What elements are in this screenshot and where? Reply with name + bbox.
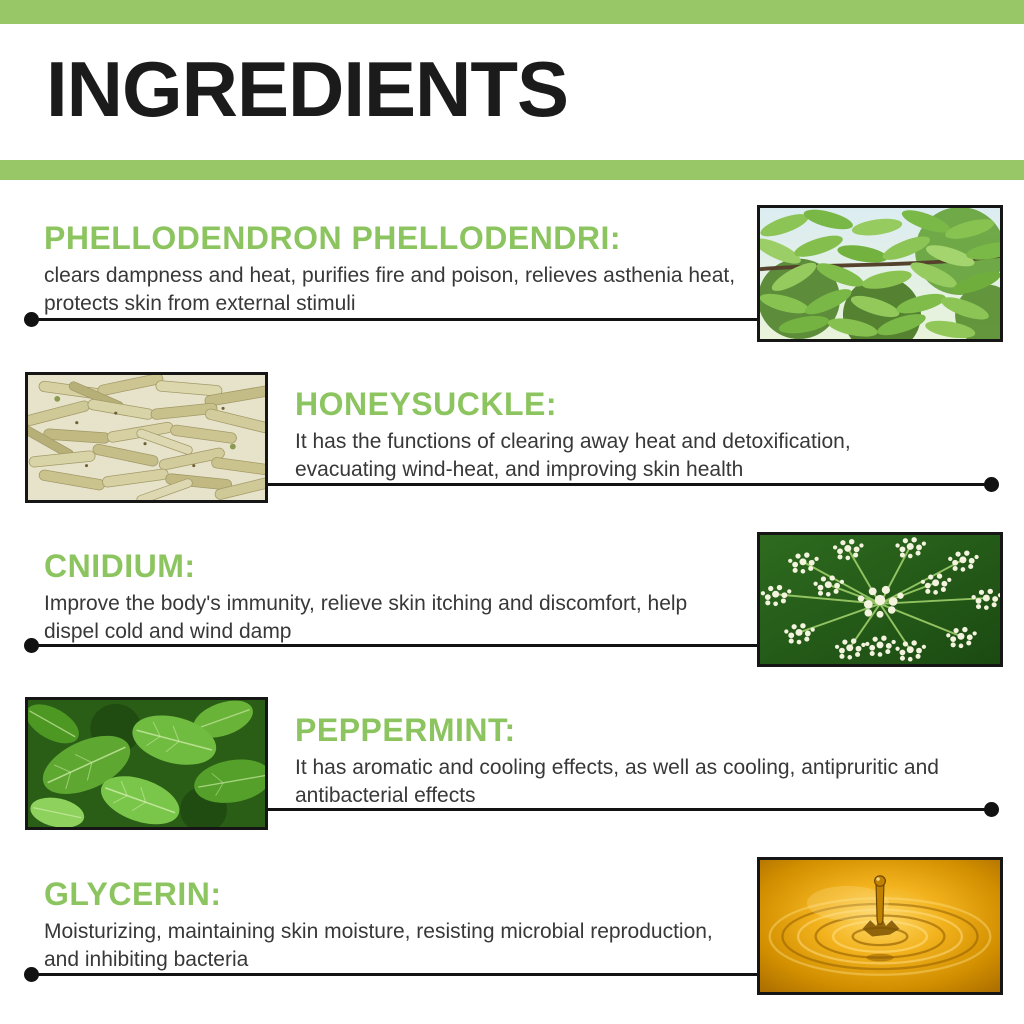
connector-line bbox=[31, 973, 757, 976]
ingredient-description: clears dampness and heat, purifies fire and poison, relieves asthenia heat, protects skin from external stimuli bbox=[44, 264, 736, 315]
ingredient-name: PHELLODENDRON PHELLODENDRI: bbox=[44, 220, 622, 256]
connector-dot bbox=[984, 802, 999, 817]
page-title: INGREDIENTS bbox=[46, 45, 569, 133]
ingredient-description: It has the functions of clearing away heat and detoxification, evacuating wind-heat, and improving skin health bbox=[295, 430, 851, 481]
ingredient-name: CNIDIUM: bbox=[44, 548, 196, 584]
section-peppermint bbox=[295, 712, 1015, 810]
ingredient-name: HONEYSUCKLE: bbox=[295, 386, 558, 422]
top-accent-bar bbox=[0, 0, 1024, 24]
ingredient-description: Moisturizing, maintaining skin moisture, resisting microbial reproduction, and inhibiting bacteria bbox=[44, 920, 713, 971]
section-honeysuckle bbox=[295, 386, 955, 484]
dried-honeysuckle-photo bbox=[25, 372, 268, 503]
title-underline-bar bbox=[0, 160, 1024, 180]
connector-dot bbox=[24, 638, 39, 653]
connector-line bbox=[268, 483, 992, 486]
glycerin-oil-drop-photo bbox=[757, 857, 1003, 995]
ingredient-description: Improve the body's immunity, relieve skin itching and discomfort, help dispel cold and wind damp bbox=[44, 592, 688, 643]
connector-dot bbox=[24, 312, 39, 327]
phellodendron-leaves-photo bbox=[757, 205, 1003, 342]
cnidium-flowers-photo bbox=[757, 532, 1003, 667]
peppermint-leaves-photo bbox=[25, 697, 268, 830]
section-phellodendron bbox=[44, 220, 770, 318]
connector-dot bbox=[24, 967, 39, 982]
section-cnidium bbox=[44, 548, 734, 646]
connector-line bbox=[31, 318, 757, 321]
ingredient-name: GLYCERIN: bbox=[44, 876, 222, 912]
section-glycerin bbox=[44, 876, 724, 974]
connector-line bbox=[268, 808, 992, 811]
ingredient-name: PEPPERMINT: bbox=[295, 712, 516, 748]
connector-line bbox=[31, 644, 757, 647]
connector-dot bbox=[984, 477, 999, 492]
ingredient-description: It has aromatic and cooling effects, as well as cooling, antipruritic and antibacterial effects bbox=[295, 756, 939, 807]
